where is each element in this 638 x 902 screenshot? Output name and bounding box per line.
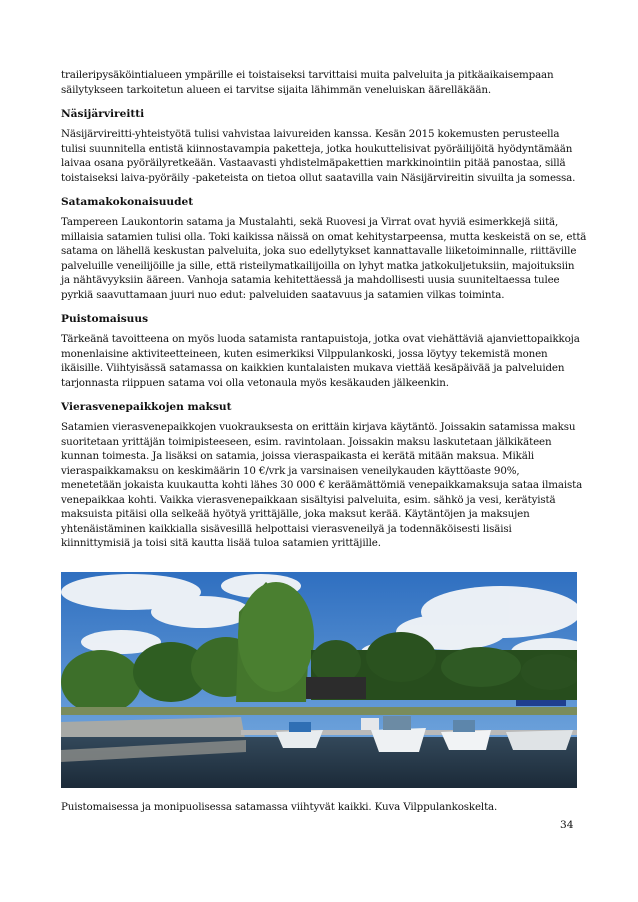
section-paragraph bbox=[61, 215, 587, 302]
pavilion bbox=[306, 677, 366, 699]
text-line: monenlaisine aktiviteetteineen, kuten esimerkiksi Vilppulankoski, jossa löytyy tekemistä monen bbox=[61, 347, 548, 360]
text-line: ikäisille. Viihtyisässä satamassa on kaikkien kuntalaisten mukava viettää kesäpäivää ja palveluiden bbox=[61, 362, 565, 374]
section-paragraph bbox=[61, 420, 583, 551]
text-line: Satamien vierasvenepaikkojen vuokrauksesta on erittäin kirjava käytäntö. Joissakin satamissa maksu bbox=[61, 421, 576, 433]
section-heading: Vierasvenepaikkojen maksut bbox=[61, 401, 232, 413]
text-line: kunnan toimesta. Ja lisäksi on satamia, joissa vieraspaikasta ei kerätä mitään maksua. Mikäli bbox=[61, 450, 534, 462]
section-heading: Puistomaisuus bbox=[61, 313, 149, 325]
text-line: maksuista pitäisi olla selkeää hyötyä yrittäjälle, joka maksut kerää. Käytäntöjen ja maksujen bbox=[61, 508, 530, 520]
harbor-photo bbox=[61, 572, 577, 788]
intro-paragraph bbox=[61, 68, 578, 97]
shore bbox=[61, 707, 577, 715]
text-line: säilytykseen tarkoitetun alueen ei tarvitse sijaita lähimmän veneluiskan äärelläkään. bbox=[61, 83, 491, 96]
section-heading: Näsijärvireitti bbox=[61, 108, 145, 120]
page-number: 34 bbox=[560, 819, 574, 831]
photo-caption: Puistomaisessa ja monipuolisessa satamassa viihtyvät kaikki. Kuva Vilppulankoskelta. bbox=[61, 801, 498, 813]
text-line: traileripysäköintialueen ympärille ei toistaiseksi tarvittaisi muita palveluita ja pitkäaikaisempaan bbox=[61, 69, 554, 81]
text-line: laivaa osana pyöräilyretkeään. Vastaavasti yhdistelmäpakettien markkinointiin pitää panostaa, sillä bbox=[61, 157, 566, 169]
page-content bbox=[61, 68, 587, 561]
text-line: millaisia satamien tulisi olla. Toki kaikissa näissä on omat kehitystarpeensa, mutta keskeistä on se, että bbox=[61, 230, 587, 243]
text-line: Tampereen Laukontorin satama ja Mustalahti, sekä Ruovesi ja Virrat ovat hyviä esimerkkejä siitä, bbox=[61, 216, 559, 228]
section-paragraph bbox=[61, 127, 578, 185]
text-line: ja nähtävyyksiin ääreen. Vanhoja satamia kehitettäessä ja mahdollisesti uusia suuniteltaessa tulee bbox=[61, 274, 560, 286]
section-paragraph bbox=[61, 332, 578, 390]
text-line: Näsijärvireitti-yhteistyötä tulisi vahvistaa laivureiden kanssa. Kesän 2015 kokemusten perusteella bbox=[61, 128, 560, 140]
text-line: Tärkeänä tavoitteena on myös luoda satamista rantapuistoja, jotka ovat viehättäviä ajanviettopaikkoja bbox=[61, 333, 580, 345]
text-line: tarjonnasta riippuen satama voi olla vetonaula myös kesäkauden jälkeenkin. bbox=[61, 376, 449, 389]
text-line: suoritetaan yrittäjän toimipisteeseen, esim. ravintolaan. Joissakin maksu laskutetaan jälkikäteen bbox=[61, 435, 552, 448]
text-line: toistaiseksi laiva-pyöräily -paketeista on tietoa ollut saatavilla vain Näsijärvireitin sivuilta ja somessa. bbox=[61, 171, 576, 184]
text-line: menetetään jokaista kuukautta kohti lähes 30 000 € keräämättömiä venepaikkamaksuja sataa ilmaista bbox=[61, 479, 583, 491]
text-line: venepaikkaa kohti. Vaikka vierasvenepaikkaan sisältyisi palveluita, esim. sähkö ja vesi, kerätyistä bbox=[61, 493, 556, 506]
text-line: tulisi suunnitella entistä kiinnostavampia paketteja, jotka houkuttelisivat pyöräilijöitä hyödyntämään bbox=[61, 142, 573, 155]
water bbox=[61, 737, 577, 788]
text-line: satama on lähellä keskustan palveluita, joka suo edellytykset kannattavalle liiketoiminnalle, riittäville bbox=[61, 245, 577, 257]
text-line: palveluille veneilijöille ja sille, että risteilymatkailijoilla on lyhyt matka jatkokuljetuksiin, majoituksiin bbox=[61, 259, 575, 272]
text-line: yhtenäistäminen kaikkialla sisävesillä helpottaisi vierasveneilyä ja todennäköisesti lisäisi bbox=[61, 522, 512, 535]
text-line: vieraspaikkamaksu on keskimäärin 10 €/vrk ja varsinaisen veneilykauden käyttöaste 90%, bbox=[61, 464, 520, 477]
text-line: kiinnittymisiä ja toisi sitä kautta lisää tuloa satamien yrittäjille. bbox=[61, 537, 381, 549]
section-heading: Satamakokonaisuudet bbox=[61, 196, 194, 208]
text-line: pyrkiä saavuttamaan juuri nuo edut: palveluiden saatavuus ja satamien vilkas toiminta. bbox=[61, 288, 505, 301]
